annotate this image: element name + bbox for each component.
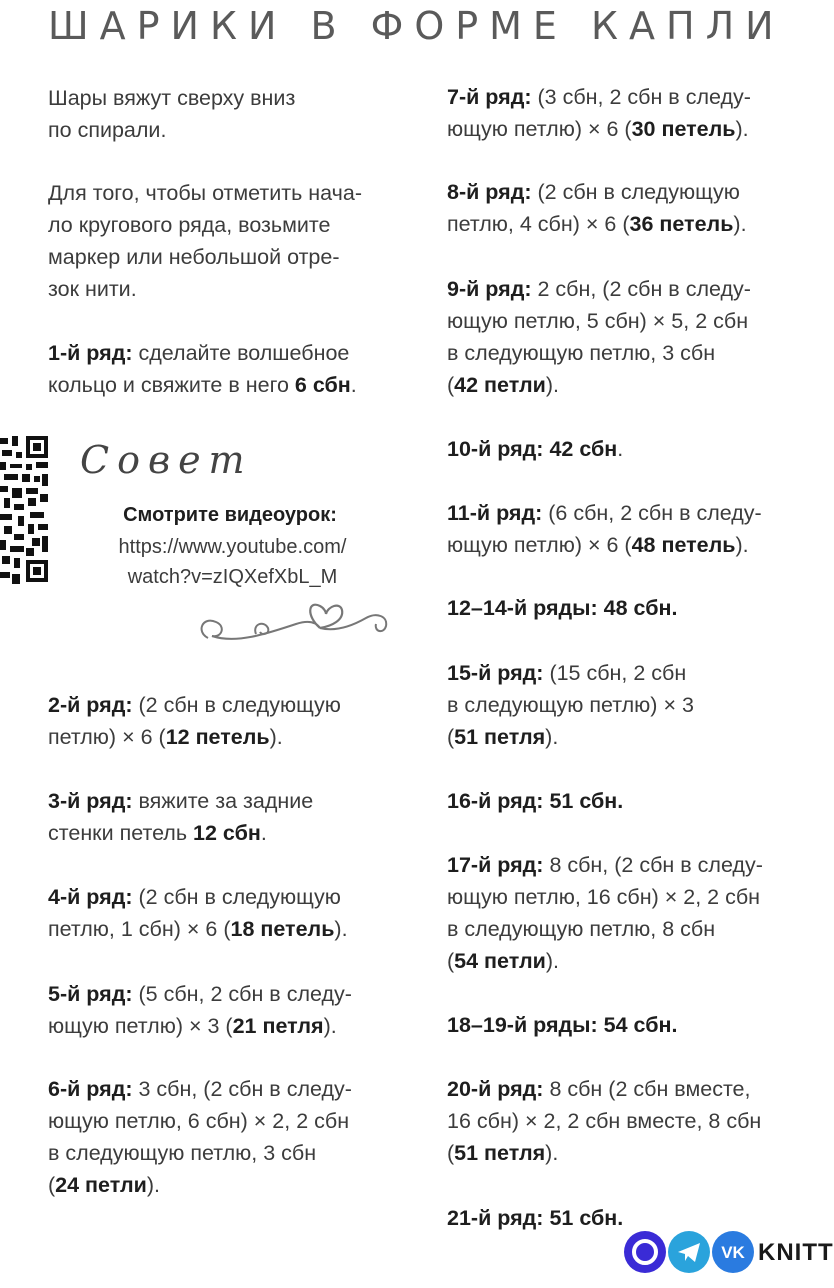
row-16: 16-й ряд: 51 сбн. — [447, 789, 624, 813]
video-link[interactable]: https://www.youtube.com/ watch?v=zIQXefXbL_M — [118, 536, 347, 588]
max-messenger-icon[interactable] — [624, 1231, 666, 1273]
vk-icon[interactable]: VK — [712, 1231, 754, 1273]
row-18-19: 18–19-й ряды: 54 сбн. — [447, 1013, 678, 1037]
row-6: 6-й ряд: 3 сбн, (2 сбн в следу- ющую петлю, 6 сбн) × 2, 2 сбн в следующую петлю, 3 сбн (24 петли). — [48, 1077, 352, 1197]
heart-flourish-icon — [196, 594, 394, 650]
row-5: 5-й ряд: (5 сбн, 2 сбн в следу- ющую петлю) × 3 (21 петля). — [48, 982, 352, 1038]
intro-paragraph: Шары вяжут сверху вниз по спирали. — [48, 86, 296, 142]
row-12-14: 12–14-й ряды: 48 сбн. — [447, 596, 678, 620]
tip-title: Совет — [80, 438, 253, 482]
row-8: 8-й ряд: (2 сбн в следующую петлю, 4 сбн) × 6 (36 петель). — [447, 180, 747, 236]
row-3: 3-й ряд: вяжите за задние стенки петель 12 сбн. — [48, 789, 314, 845]
row-7: 7-й ряд: (3 сбн, 2 сбн в следу- ющую петлю) × 6 (30 петель). — [447, 85, 751, 141]
brand-name[interactable]: KNITT — [758, 1239, 834, 1266]
row-4: 4-й ряд: (2 сбн в следующую петлю, 1 сбн) × 6 (18 петель). — [48, 885, 348, 941]
row-2: 2-й ряд: (2 сбн в следующую петлю) × 6 (12 петель). — [48, 693, 341, 749]
row-11: 11-й ряд: (6 сбн, 2 сбн в следу- ющую петлю) × 6 (48 петель). — [447, 501, 762, 557]
tip-heading: Смотрите видеоурок: — [123, 504, 337, 526]
footer-social — [620, 1229, 834, 1266]
row-10: 10-й ряд: 42 сбн. — [447, 437, 624, 461]
row-17: 17-й ряд: 8 сбн, (2 сбн в следу- ющую петлю, 16 сбн) × 2, 2 сбн в следующую петлю, 8 сбн (54 петли). — [447, 853, 763, 973]
qr-code-icon[interactable] — [0, 434, 50, 586]
row-20: 20-й ряд: 8 сбн (2 сбн вместе, 16 сбн) × 2, 2 сбн вместе, 8 сбн (51 петля). — [447, 1077, 762, 1165]
row-9: 9-й ряд: 2 сбн, (2 сбн в следу- ющую петлю, 5 сбн) × 5, 2 сбн в следующую петлю, 3 сбн (42 петли). — [447, 277, 751, 397]
row-21: 21-й ряд: 51 сбн. — [447, 1206, 624, 1230]
row-1: 1-й ряд: сделайте волшебное кольцо и свяжите в него 6 сбн. — [48, 341, 357, 397]
marker-paragraph: Для того, чтобы отметить нача- ло кругового ряда, возьмите маркер или небольшой отре- зок нити. — [48, 181, 362, 301]
page-title: ШАРИКИ В ФОРМЕ КАПЛИ — [48, 4, 785, 48]
row-15: 15-й ряд: (15 сбн, 2 сбн в следующую петлю) × 3 (51 петля). — [447, 661, 694, 749]
telegram-icon[interactable] — [668, 1231, 710, 1273]
